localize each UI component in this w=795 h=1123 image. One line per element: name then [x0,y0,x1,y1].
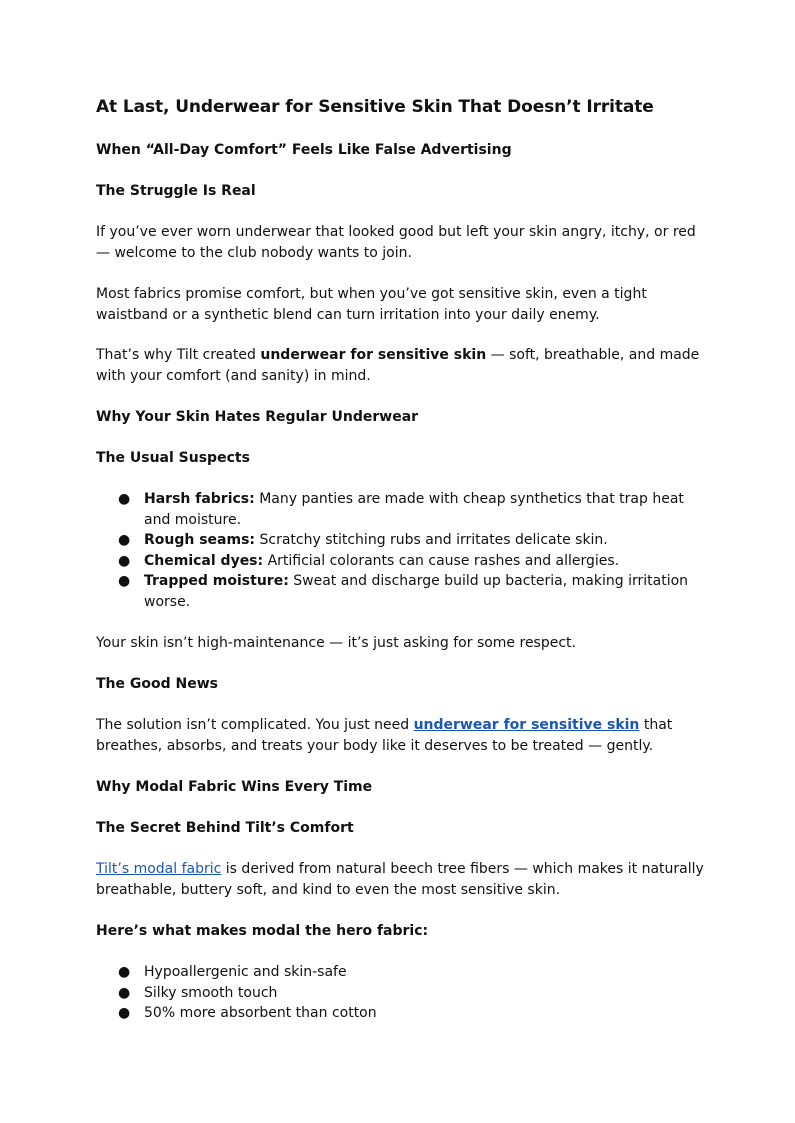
paragraph-worn-underwear: If you’ve ever worn underwear that looked good but left your skin angry, itchy, or red — welcome to the club nobody wants to join. [96,224,696,261]
bullet-icon: ● [118,1005,131,1021]
paragraph-modal-fabric [96,859,706,900]
list-item-label: Rough seams: [144,532,256,548]
heading-usual-suspects: The Usual Suspects [96,450,250,466]
bullet-icon: ● [118,532,131,548]
list-item [96,530,706,551]
bullet-icon: ● [118,552,131,569]
page-title: At Last, Underwear for Sensitive Skin That Doesn’t Irritate [96,97,654,117]
paragraph-tilt-created [96,345,706,386]
heading-all-day-comfort: When “All-Day Comfort” Feels Like False Advertising [96,142,512,158]
list-item-label: Trapped moisture: [144,573,289,589]
list-item-text: Artificial colorants can cause rashes and allergies. [263,552,620,569]
heading-good-news: The Good News [96,676,218,692]
list-item [96,1003,706,1024]
bullet-icon: ● [118,491,131,507]
text-segment: that breathes, absorbs, and treats your body like it deserves to be treated — gently. [96,717,673,754]
heading-struggle: The Struggle Is Real [96,183,256,199]
list-item [96,962,706,983]
bullet-icon: ● [118,984,131,1001]
suspects-list [96,489,706,612]
text-segment: The solution isn’t complicated. You just need [96,717,414,733]
list-item [96,571,706,612]
list-item-text: Scratchy stitching rubs and irritates delicate skin. [255,532,608,548]
list-item-text: Sweat and discharge build up bacteria, making irritation worse. [144,573,689,610]
list-item-label: Chemical dyes: [144,552,264,569]
text-segment: That’s why Tilt created [96,347,261,363]
list-item [96,551,706,572]
heading-modal-wins: Why Modal Fabric Wins Every Time [96,779,373,795]
list-item-label: Harsh fabrics: [144,491,255,507]
modal-fabric-link[interactable]: Tilt’s modal fabric [96,861,222,877]
hero-fabric-list [96,962,706,1024]
list-item-text: 50% more absorbent than cotton [144,1005,377,1021]
list-item-text: Silky smooth touch [144,984,278,1001]
heading-secret-comfort: The Secret Behind Tilt’s Comfort [96,820,354,836]
list-item-text: Hypoallergenic and skin-safe [144,964,347,980]
list-item-text: Many panties are made with cheap synthetics that trap heat and moisture. [144,491,684,528]
bullet-icon: ● [118,573,131,589]
bold-phrase: underwear for sensitive skin [260,347,487,363]
sensitive-skin-link[interactable]: underwear for sensitive skin [413,717,640,733]
paragraph-fabrics-promise: Most fabrics promise comfort, but when you’ve got sensitive skin, even a tight waistband or a synthetic blend can turn irritation into your daily enemy. [96,286,647,323]
list-item [96,983,706,1004]
bullet-icon: ● [118,964,131,980]
list-item [96,489,706,530]
paragraph-solution [96,715,706,756]
heading-why-skin-hates: Why Your Skin Hates Regular Underwear [96,409,419,425]
text-segment: is derived from natural beech tree fibers — which makes it naturally breathable, buttery soft, and kind to even the most sensitive skin. [96,861,704,898]
text-segment: — soft, breathable, and made with your comfort (and sanity) in mind. [96,347,700,384]
paragraph-respect: Your skin isn’t high-maintenance — it’s just asking for some respect. [96,635,576,651]
heading-hero-fabric: Here’s what makes modal the hero fabric: [96,923,429,939]
